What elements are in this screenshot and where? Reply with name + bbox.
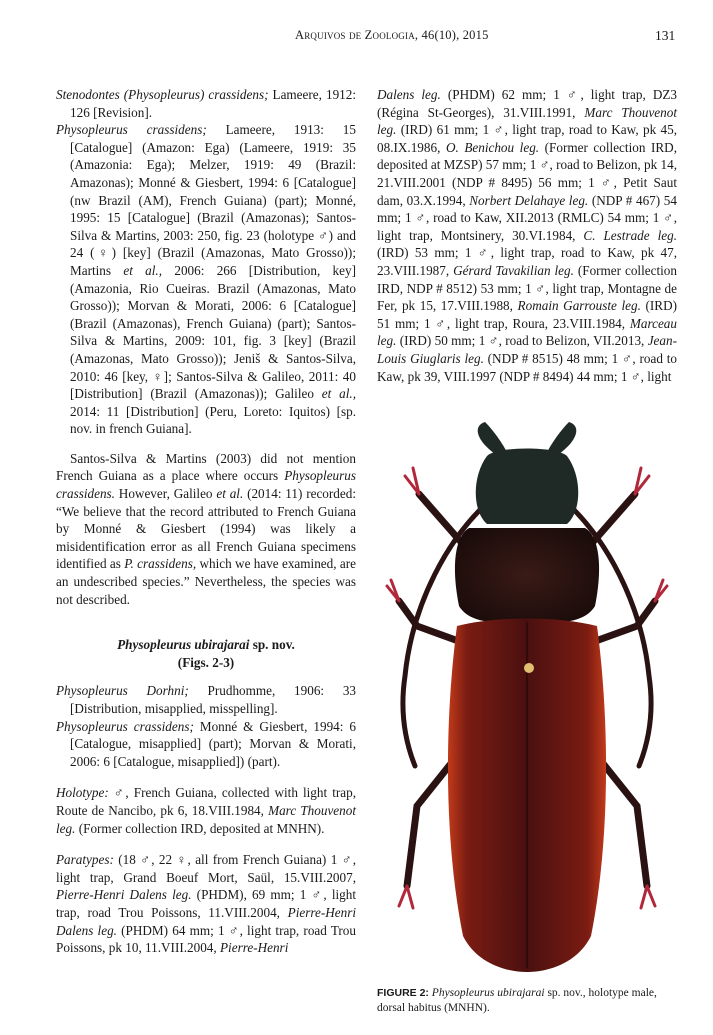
body-paragraph: Santos-Silva & Martins (2003) did not mention French Guiana as a place where occurs Physopleurus crassidens. However, Galileo et al. (2014: 11) recorded: “We believe that the record attributed to French Guiana by Monné & Giesbert (1994) was likely a misidentification error as all French Guiana specimens identified as P. crassidens, which we have examined, are an undescribed species.” Nevertheless, the species was not described.	[56, 450, 357, 607]
page-header	[0, 28, 713, 46]
beetle-figure	[377, 416, 677, 984]
running-head: Arquivos de Zoologia, 46(10), 2015	[295, 28, 489, 42]
synonymy-entry: Physopleurus crassidens; Monné & Giesbert, 1994: 6 [Catalogue, misapplied] (part); Morvan & Morati, 2006: 6 [Catalogue, misapplied]) (part).	[56, 718, 356, 769]
left-column	[56, 86, 356, 957]
pin-head	[524, 663, 534, 673]
synonymy-entry: Physopleurus Dorhni; Prudhomme, 1906: 33 [Distribution, misapplied, misspelling].	[56, 683, 357, 716]
right-column	[377, 86, 677, 385]
holotype-paragraph: Holotype: ♂, French Guiana, collected with light trap, Route de Nancibo, pk 6, 18.VIII.1984, Marc Thouvenot leg. (Former collection IRD, deposited at MNHN).	[56, 785, 356, 836]
beetle-pronotum	[455, 528, 599, 622]
species-title: Physopleurus ubirajarai sp. nov.	[117, 637, 295, 653]
synonymy-entry: Physopleurus crassidens; Lameere, 1913: 15 [Catalogue] (Amazon: Ega) (Lameere, 1919: 35 (Amazonia: Ega); Melzer, 1919: 49 (Brazil: Amazonas); Monné & Giesbert, 1994: 6 [Catalogue] (nw Brazil (AM), French Guiana) (part); Monné, 1995: 15 [Catalogue] (Brazil (Amazonas); Santos-Silva & Martins, 2003: 250, fig. 23 (holotype ♂) and 24 (♀) [key] (Brazil (Amazonas, Mato Grosso)); Martins et al., 2006: 266 [Distribution, key] (Amazonia, Rio Cueiras. Brazil (Amazonas, Mato Grosso)); Morvan & Morati, 2006: 6 [Catalogue] (Brazil (Amazonas), French Guiana) (part); Santos-Silva & Martins, 2009: 101, fig. 3 [key] (Brazil (Amazonas, Mato Grosso)); Jeniš & Santos-Silva, 2010: 46 [key, ♀]; Santos-Silva & Galileo, 2011: 40 [Distribution] (Brazil (Amazonas)); Galileo et al., 2014: 11 [Distribution] (Peru, Loreto: Iquitos) [sp. nov. in french Guiana].	[56, 122, 356, 437]
paratypes-paragraph: Paratypes: (18 ♂, 22 ♀, all from French Guiana) 1 ♂, light trap, Grand Boeuf Mort, Saül, 15.VIII.2007, Pierre-Henri Dalens leg. (PHDM), 69 mm; 1 ♂, light trap, road Trou Poissons, 11.VIII.2004, Pierre-Henri Dalens leg. (PHDM) 64 mm; 1 ♂, light trap, road Trou Poissons, pk 10, 11.VIII.2004, Pierre-Henri	[56, 852, 356, 956]
paratypes-continued: Dalens leg. (PHDM) 62 mm; 1 ♂, light trap, DZ3 (Régina St-Georges), 31.VIII.1991, Marc Thouvenot leg. (IRD) 61 mm; 1 ♂, light trap, road to Kaw, pk 45, 08.IX.1986, O. Benichou leg. (Former collection IRD, deposited at MZSP) 57 mm; 1 ♂, road to Belizon, pk 14, 21.VIII.2001 (NDP # 8495) 56 mm; 1 ♂, Petit Saut dam, 03.X.1994, Norbert Delahaye leg. (NDP # 467) 54 mm; 1 ♂, road to Kaw, XII.2013 (RMLC) 54 mm; 1 ♂, light trap, Montsinery, 30.VI.1984, C. Lestrade leg. (IRD) 53 mm; 1 ♂, light trap, road to Kaw, pk 47, 23.VIII.1987, Gérard Tavakilian leg. (Former collection IRD, NDP # 8512) 53 mm; 1 ♂, light trap, Montagne de Fer, pk 15, 17.VIII.1988, Romain Garrouste leg. (IRD) 51 mm; 1 ♂, light trap, Roura, 23.VIII.1984, Marceau leg. (IRD) 50 mm; 1 ♂, road to Belizon, VII.2013, Jean-Louis Giuglaris leg. (NDP # 8515) 48 mm; 1 ♂, road to Kaw, pk 39, VIII.1997 (NDP # 8494) 44 mm; 1 ♂, light	[377, 87, 677, 384]
species-figure-reference: (Figs. 2-3)	[177, 654, 235, 670]
beetle-illustration	[377, 416, 677, 984]
beetle-head	[476, 449, 579, 525]
synonymy-entry: Stenodontes (Physopleurus) crassidens; Lameere, 1912: 126 [Revision].	[56, 87, 357, 120]
page-number: 131	[655, 28, 676, 43]
figure-caption: FIGURE 2: Physopleurus ubirajarai sp. nov., holotype male, dorsal habitus (MNHN).	[377, 987, 657, 1014]
